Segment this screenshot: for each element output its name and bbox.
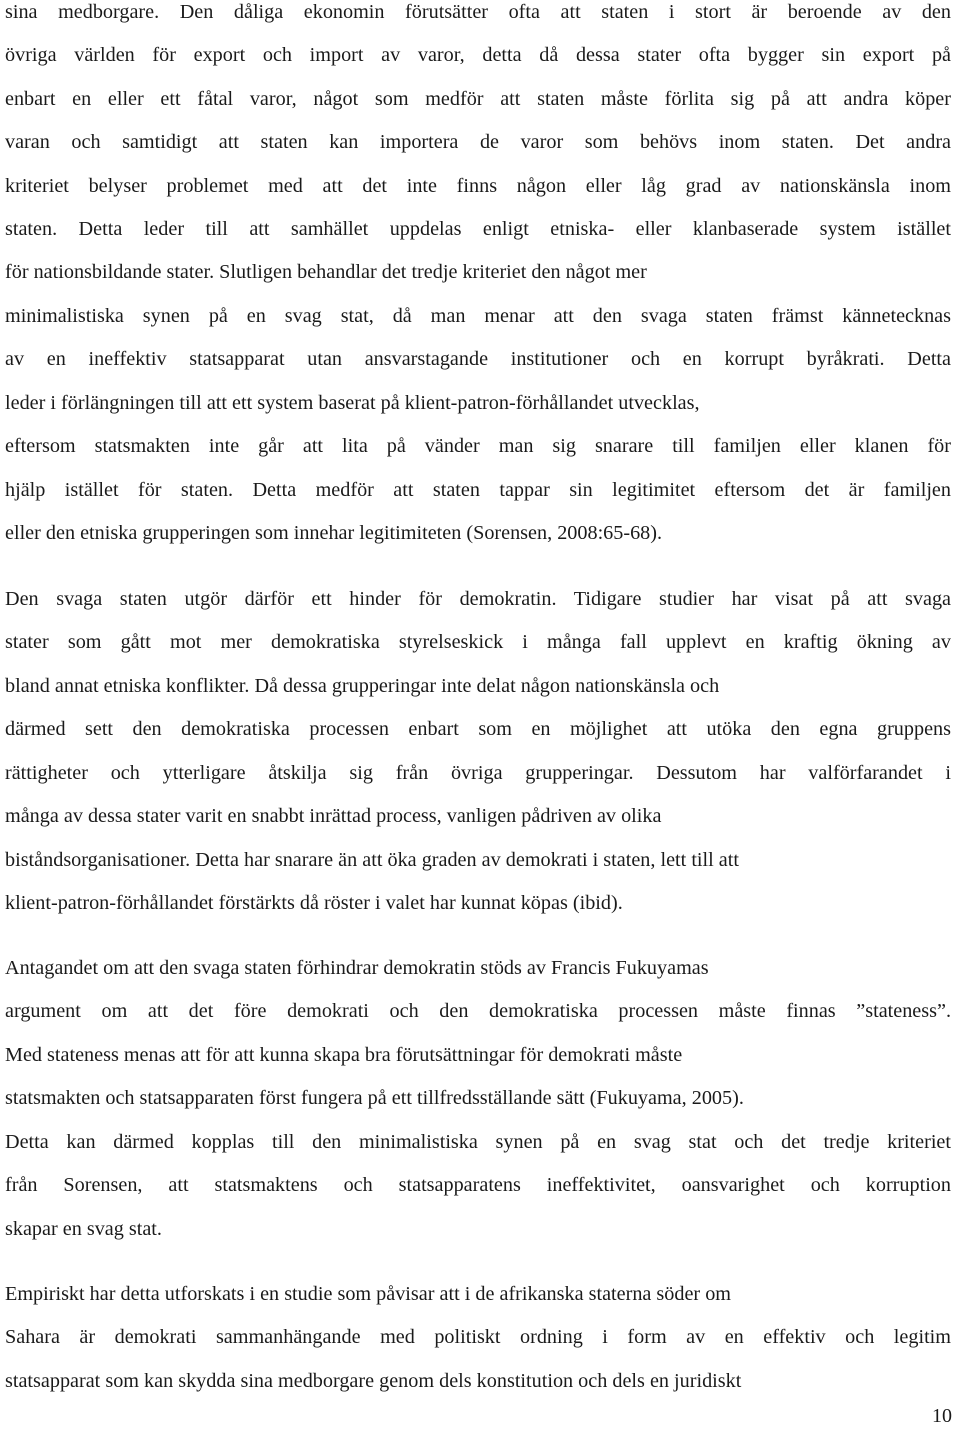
text-line: för nationsbildande stater. Slutligen behandlar det tredje kriteriet den något mer	[5, 261, 647, 283]
text-line: enbart en eller ett fåtal varor, något som medför att staten måste förlita sig på att andra köper	[5, 88, 951, 110]
text-line: varan och samtidigt att staten kan importera de varor som behövs inom staten. Det andra	[5, 131, 951, 153]
text-line: stater som gått mot mer demokratiska styrelseskick i många fall upplevt en kraftig ökning av	[5, 631, 951, 653]
text-line: från Sorensen, att statsmaktens och statsapparatens ineffektivitet, oansvarighet och korruption	[5, 1174, 951, 1196]
text-line: Empiriskt har detta utforskats i en studie som påvisar att i de afrikanska staterna söder om	[5, 1283, 731, 1305]
text-line: kriteriet belyser problemet med att det inte finns någon eller låg grad av nationskänsla inom	[5, 175, 951, 197]
text-line: statsmakten och statsapparaten först fungera på ett tillfredsställande sätt (Fukuyama, 2005).	[5, 1087, 744, 1109]
text-line: skapar en svag stat.	[5, 1218, 162, 1240]
text-line: minimalistiska synen på en svag stat, då man menar att den svaga staten främst kännetecknas	[5, 305, 951, 327]
text-line: Detta kan därmed kopplas till den minimalistiska synen på en svag stat och det tredje kriteriet	[5, 1131, 951, 1153]
text-line: klient-patron-förhållandet förstärkts då röster i valet har kunnat köpas (ibid).	[5, 892, 623, 914]
text-line: rättigheter och ytterligare åtskilja sig från övriga grupperingar. Dessutom har valförfarandet i	[5, 762, 951, 784]
text-line: Sahara är demokrati sammanhängande med politiskt ordning i form av en effektiv och legitim	[5, 1326, 951, 1348]
text-line: leder i förlängningen till att ett system baserat på klient-patron-förhållandet utvecklas,	[5, 392, 700, 414]
text-line: bland annat etniska konflikter. Då dessa grupperingar inte delat någon nationskänsla och	[5, 675, 720, 697]
text-line: hjälp istället för staten. Detta medför att staten tappar sin legitimitet eftersom det är familjen	[5, 479, 951, 501]
text-line: statsapparat som kan skydda sina medborgare genom dels konstitution och dels en juridiskt	[5, 1370, 742, 1392]
text-line: sina medborgare. Den dåliga ekonomin förutsätter ofta att staten i stort är beroende av den	[5, 1, 951, 23]
text-line: staten. Detta leder till att samhället uppdelas enligt etniska- eller klanbaserade system istället	[5, 218, 951, 240]
text-line: Den svaga staten utgör därför ett hinder för demokratin. Tidigare studier har visat på att svaga	[5, 588, 951, 610]
text-line: därmed sett den demokratiska processen enbart som en möjlighet att utöka den egna gruppens	[5, 718, 951, 740]
text-line: biståndsorganisationer. Detta har snarare än att öka graden av demokrati i staten, lett till att	[5, 849, 739, 871]
text-line: eftersom statsmakten inte går att lita på vänder man sig snarare till familjen eller klanen för	[5, 435, 951, 457]
page-number: 10	[932, 1405, 952, 1427]
text-line: eller den etniska grupperingen som innehar legitimiteten (Sorensen, 2008:65-68).	[5, 522, 663, 544]
text-line: övriga världen för export och import av varor, detta då dessa stater ofta bygger sin export på	[5, 44, 951, 66]
text-line: av en ineffektiv statsapparat utan ansvarstagande institutioner och en korrupt byråkrati. Detta	[5, 348, 951, 370]
text-line: argument om att det före demokrati och den demokratiska processen måste finnas ”stateness”.	[5, 1000, 951, 1022]
text-line: Antagandet om att den svaga staten förhindrar demokratin stöds av Francis Fukuyamas	[5, 957, 709, 979]
text-line: många av dessa stater varit en snabbt inrättad process, vanligen pådriven av olika	[5, 805, 662, 827]
text-line: Med stateness menas att för att kunna skapa bra förutsättningar för demokrati måste	[5, 1044, 683, 1066]
